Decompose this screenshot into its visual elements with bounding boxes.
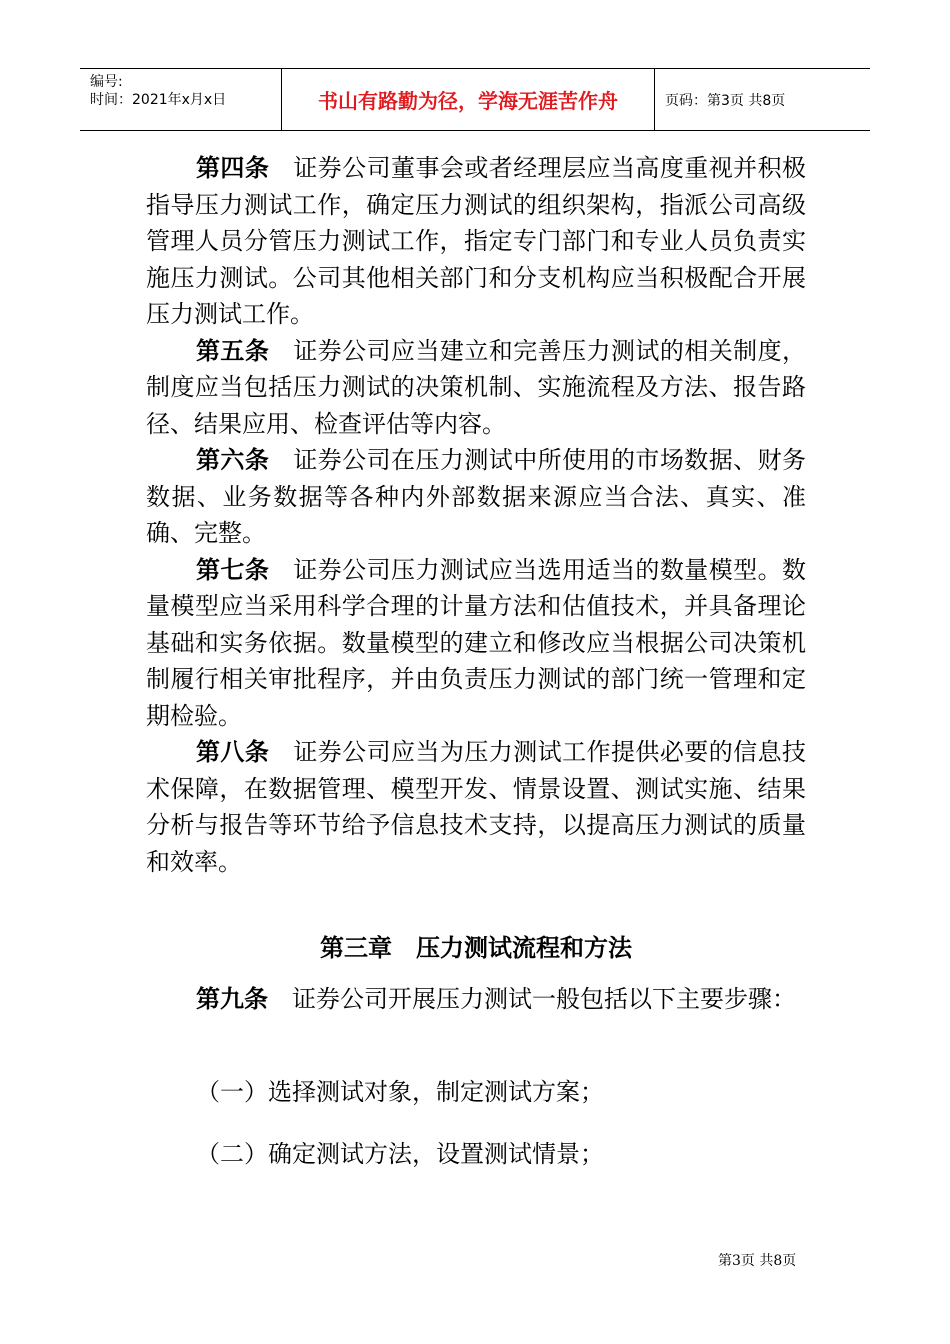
article-text: 证券公司在压力测试中所使用的市场数据、财务数据、业务数据等各种内外部数据来源应当合法、真实、准确、完整。	[146, 446, 807, 547]
time-label: 时间：2021年x月x日	[90, 92, 227, 108]
article-label: 第五条	[196, 335, 270, 365]
article-body	[146, 150, 806, 880]
article-label: 第八条	[196, 737, 270, 766]
article-text: 证券公司董事会或者经理层应当高度重视并积极指导压力测试工作，确定压力测试的组织架构，指派公司高级管理人员分管压力测试工作，指定专门部门和专业人员负责实施压力测试。公司其他相关部门和分支机构应当积极配合开展压力测试工作。	[146, 154, 807, 328]
article-6	[146, 442, 806, 552]
header-motto: 书山有路勤为径，学海无涯苦作舟	[282, 69, 655, 130]
article-text: 证券公司应当为压力测试工作提供必要的信息技术保障，在数据管理、模型开发、情景设置、测试实施、结果分析与报告等环节给予信息技术支持，以提高压力测试的质量和效率。	[146, 738, 807, 876]
step-item: （二）确定测试方法，设置测试情景；	[196, 1140, 604, 1168]
article-8	[146, 734, 806, 880]
article-5	[146, 333, 806, 443]
article-7	[146, 552, 806, 735]
article-9	[146, 980, 806, 1018]
step-item: （一）选择测试对象，制定测试方案；	[196, 1078, 604, 1106]
page-header	[80, 68, 870, 131]
number-label: 编号:	[90, 74, 123, 90]
page-footer: 第3页 共8页	[718, 1253, 797, 1269]
article-label: 第九条	[196, 984, 268, 1013]
article-4	[146, 150, 806, 333]
article-label: 第六条	[196, 445, 270, 474]
header-page-info: 页码：第3页 共8页	[665, 92, 786, 109]
article-text: 证券公司开展压力测试一般包括以下主要步骤：	[292, 985, 796, 1013]
chapter-title: 第三章 压力测试流程和方法	[320, 934, 632, 962]
article-text: 证券公司压力测试应当选用适当的数量模型。数量模型应当采用科学合理的计量方法和估值技术，并具备理论基础和实务依据。数量模型的建立和修改应当根据公司决策机制履行相关审批程序，并由负责压力测试的部门统一管理和定期检验。	[146, 555, 807, 730]
article-label: 第四条	[196, 153, 270, 182]
article-text: 证券公司应当建立和完善压力测试的相关制度，制度应当包括压力测试的决策机制、实施流程及方法、报告路径、结果应用、检查评估等内容。	[146, 336, 807, 438]
article-label: 第七条	[196, 554, 270, 584]
header-meta	[80, 69, 282, 130]
